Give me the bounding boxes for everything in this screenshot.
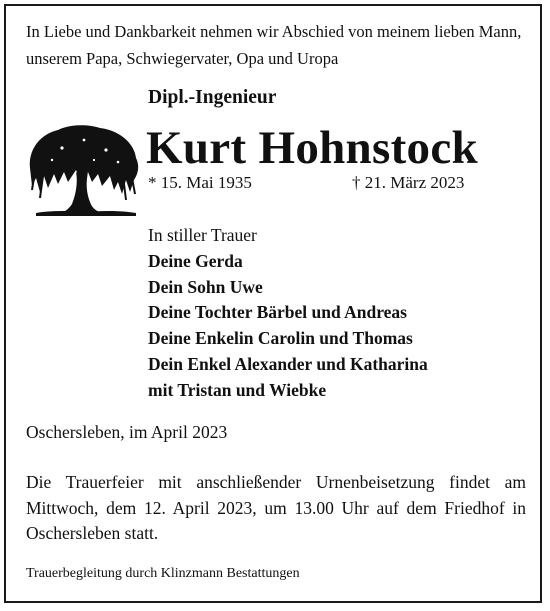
mourners-block	[148, 223, 428, 404]
family-member: Dein Sohn Uwe	[148, 276, 263, 297]
family-member: mit Tristan und Wiebke	[148, 379, 327, 400]
family-member: Dein Enkel Alexander und Katharina	[148, 353, 428, 374]
place-and-date: Oschersleben, im April 2023	[26, 422, 228, 442]
academic-title: Dipl.-Ingenieur	[148, 87, 277, 108]
family-member: Deine Tochter Bärbel und Andreas	[148, 302, 407, 323]
weeping-willow-tree-icon	[22, 120, 144, 220]
deceased-name: Kurt Hohnstock	[146, 122, 478, 174]
funeral-home-credit: Trauerbegleitung durch Klinzmann Bestattungen	[26, 566, 300, 581]
ceremony-text: Die Trauerfeier mit anschließender Urnenbeisetzung findet am Mittwoch, dem 12. April 2023, um 13.00 Uhr auf dem Friedhof in Oschersleben statt.	[26, 472, 526, 543]
birth-date: * 15. Mai 1935	[148, 173, 252, 192]
family-member: Deine Enkelin Carolin und Thomas	[148, 328, 413, 349]
intro-text: In Liebe und Dankbarkeit nehmen wir Abschied von meinem lieben Mann, unserem Papa, Schwiegervater, Opa und Uropa	[26, 22, 522, 68]
mourners-intro: In stiller Trauer	[148, 225, 257, 245]
family-member: Deine Gerda	[148, 250, 243, 271]
death-date: † 21. März 2023	[352, 173, 465, 192]
